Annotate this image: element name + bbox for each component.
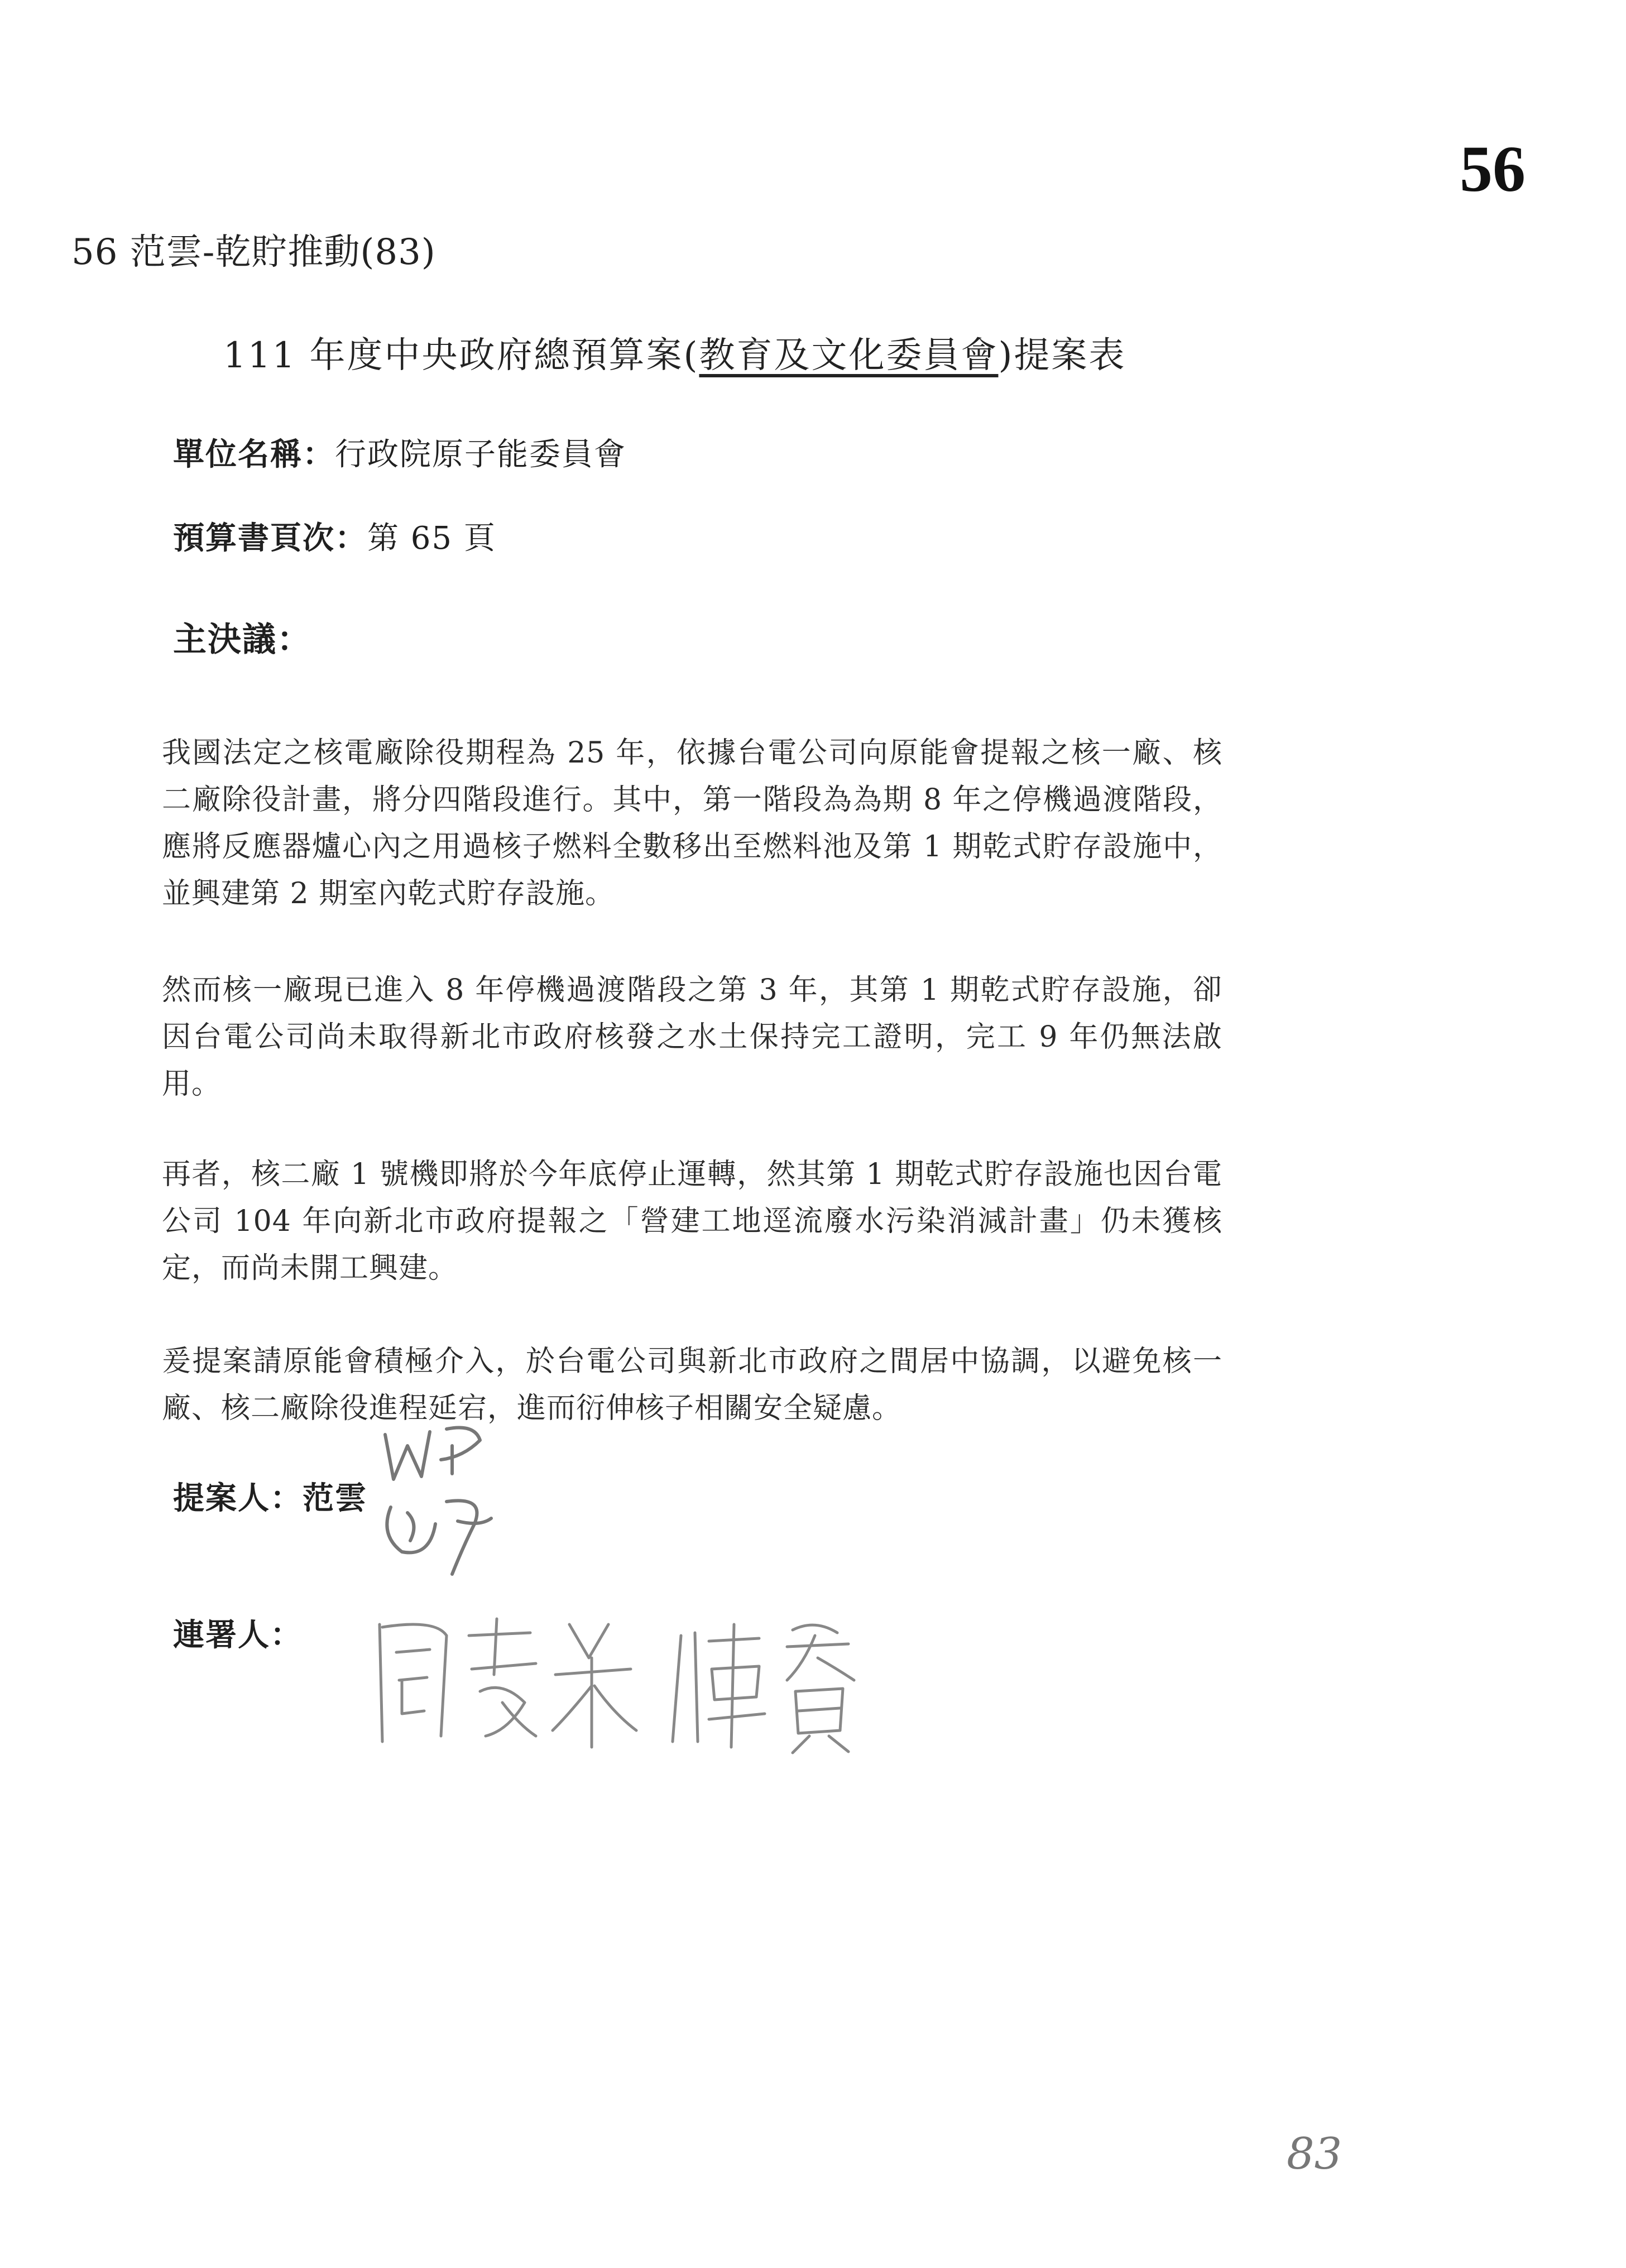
unit-field (173, 430, 626, 474)
body-paragraph-2: 然而核一廠現已進入 8 年停機過渡階段之第 3 年，其第 1 期乾式貯存設施，卻因台電公司尚未取得新北市政府核發之水土保持完工證明，完工 9 年仍無法啟用。 (162, 974, 1222, 1101)
body-paragraph-3: 再者，核二廠 1 號機即將於今年底停止運轉，然其第 1 期乾式貯存設施也因台電公司 104 年向新北市政府提報之「營建工地逕流廢水污染消減計畫」仍未獲核定，而尚未開工興建。 (162, 1158, 1222, 1285)
title-prefix: 111 年度中央政府總預算案( (223, 335, 699, 376)
cosigner-label: 連署人： (173, 1617, 303, 1653)
page-number: 56 (1460, 132, 1526, 205)
resolution-heading (173, 613, 311, 661)
proposer-field (173, 1474, 367, 1518)
cosigner-field (173, 1610, 303, 1655)
handwritten-note-text: 83 (1287, 2129, 1342, 2179)
cosigner-signatures (368, 1602, 899, 1758)
title-committee: 教育及文化委員會 (699, 335, 999, 376)
unit-value: 行政院原子能委員會 (335, 437, 626, 473)
budget-page-field (173, 514, 496, 558)
body-paragraph-4: 爰提案請原能會積極介入，於台電公司與新北市政府之間居中協調，以避免核一廠、核二廠除役進程延宕，進而衍伸核子相關安全疑慮。 (162, 1345, 1222, 1425)
proposer-signature (368, 1412, 514, 1580)
body-paragraph-1: 我國法定之核電廠除役期程為 25 年，依據台電公司向原能會提報之核一廠、核二廠除役計畫，將分四階段進行。其中，第一階段為為期 8 年之停機過渡階段，應將反應器爐心內之用過核子燃料全數移出至燃料池及第 1 期乾式貯存設施中，並興建第 2 期室內乾式貯存設施。 (162, 736, 1222, 910)
title-suffix: )提案表 (998, 335, 1126, 376)
resolution-label: 主決議： (173, 620, 311, 659)
handwritten-page-note (1284, 2124, 1351, 2180)
form-title (223, 327, 1126, 378)
document-reference: 56 范雲-乾貯推動(83) (71, 232, 436, 273)
proposer-label: 提案人： (173, 1480, 303, 1517)
budget-page-value: 第 65 頁 (367, 520, 496, 557)
unit-label: 單位名稱： (173, 436, 335, 473)
proposer-name: 范雲 (303, 1480, 367, 1517)
budget-page-label: 預算書頁次： (173, 520, 367, 557)
